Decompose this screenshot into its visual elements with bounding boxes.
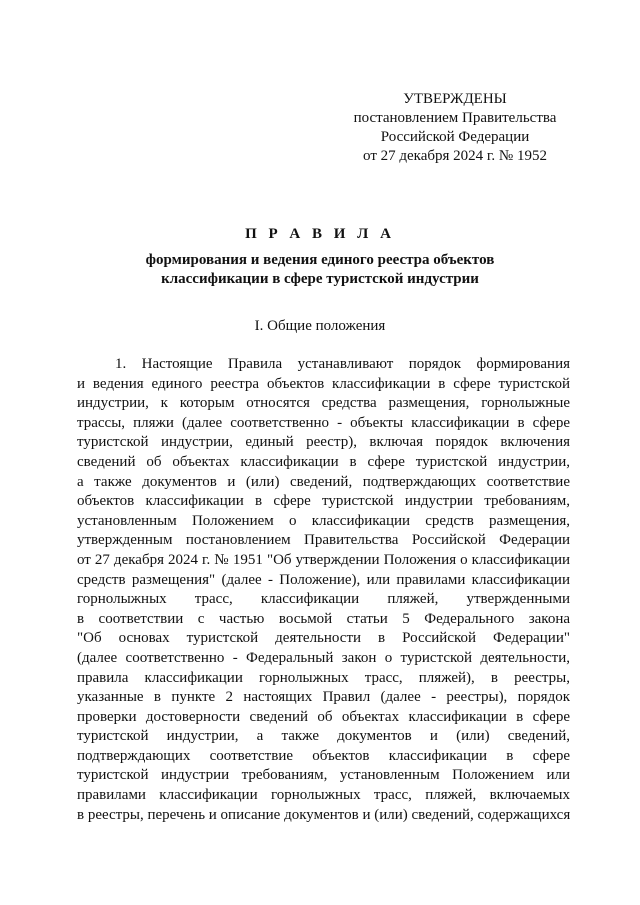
document-title: П Р А В И Л А: [245, 226, 395, 242]
paragraph-line: указанные в пункте 2 настоящих Правил (далее - реестры), порядок: [77, 689, 570, 706]
paragraph-line: а также документов и (или) сведений, подтверждающих соответствие: [77, 473, 570, 490]
paragraph-line: проверки достоверности сведений об объектах классификации в сфере: [77, 708, 570, 725]
paragraph-line: индустрии, к которым относятся средства размещения, горнолыжные: [77, 395, 570, 412]
paragraph-line: горнолыжных трасс, классификации пляжей, утвержденными: [77, 591, 570, 608]
approval-line: от 27 декабря 2024 г. № 1952: [363, 148, 547, 164]
paragraph-line: туристской индустрии, единый реестр), включая порядок включения: [77, 434, 570, 451]
paragraph-line: правилами классификации горнолыжных трасс, пляжей, включаемых: [77, 787, 570, 804]
paragraph-line: утвержденным постановлением Правительства Российской Федерации: [77, 532, 570, 549]
paragraph-line: сведений об объектах классификации в сфере туристской индустрии,: [77, 453, 570, 470]
paragraph-line: трассы, пляжи (далее соответственно - объекты классификации в сфере: [77, 414, 570, 431]
approval-line: Российской Федерации: [380, 129, 530, 145]
paragraph-line: "Об основах туристской деятельности в Российской Федерации": [77, 630, 570, 647]
subtitle-line: формирования и ведения единого реестра объектов: [145, 252, 495, 268]
section-heading: I. Общие положения: [254, 318, 386, 334]
paragraph-line: и ведения единого реестра объектов классификации в сфере туристской: [77, 375, 570, 392]
paragraph-line: от 27 декабря 2024 г. № 1951 "Об утверждении Положения о классификации: [77, 551, 570, 568]
paragraph-line: установленным Положением о классификации средств размещения,: [77, 512, 570, 529]
paragraph-line: в соответствии с частью восьмой статьи 5 Федерального закона: [77, 610, 570, 627]
paragraph-line: подтверждающих соответствие объектов классификации в сфере: [77, 747, 570, 764]
approval-line: постановлением Правительства: [353, 110, 557, 126]
paragraph-line: 1. Настоящие Правила устанавливают порядок формирования: [115, 356, 570, 372]
paragraph-line: объектов классификации в сфере туристской индустрии требованиям,: [77, 493, 570, 510]
paragraph-line: средств размещения" (далее - Положение), или правилами классификации: [77, 571, 570, 588]
paragraph-line: туристской индустрии требованиям, установленным Положением или: [77, 767, 570, 784]
paragraph-body: [77, 355, 570, 825]
approval-line: УТВЕРЖДЕНЫ: [403, 91, 507, 107]
document-subtitle: [0, 251, 640, 289]
paragraph-line: в реестры, перечень и описание документов и (или) сведений, содержащихся: [77, 806, 570, 823]
paragraph-line: (далее соответственно - Федеральный закон о туристской деятельности,: [77, 649, 570, 666]
approval-block: [340, 90, 570, 166]
paragraph-line: туристской индустрии, а также документов и (или) сведений,: [77, 728, 570, 745]
paragraph-line: правила классификации горнолыжных трасс, пляжей), в реестры,: [77, 669, 570, 686]
subtitle-line: классификации в сфере туристской индустрии: [161, 271, 479, 287]
